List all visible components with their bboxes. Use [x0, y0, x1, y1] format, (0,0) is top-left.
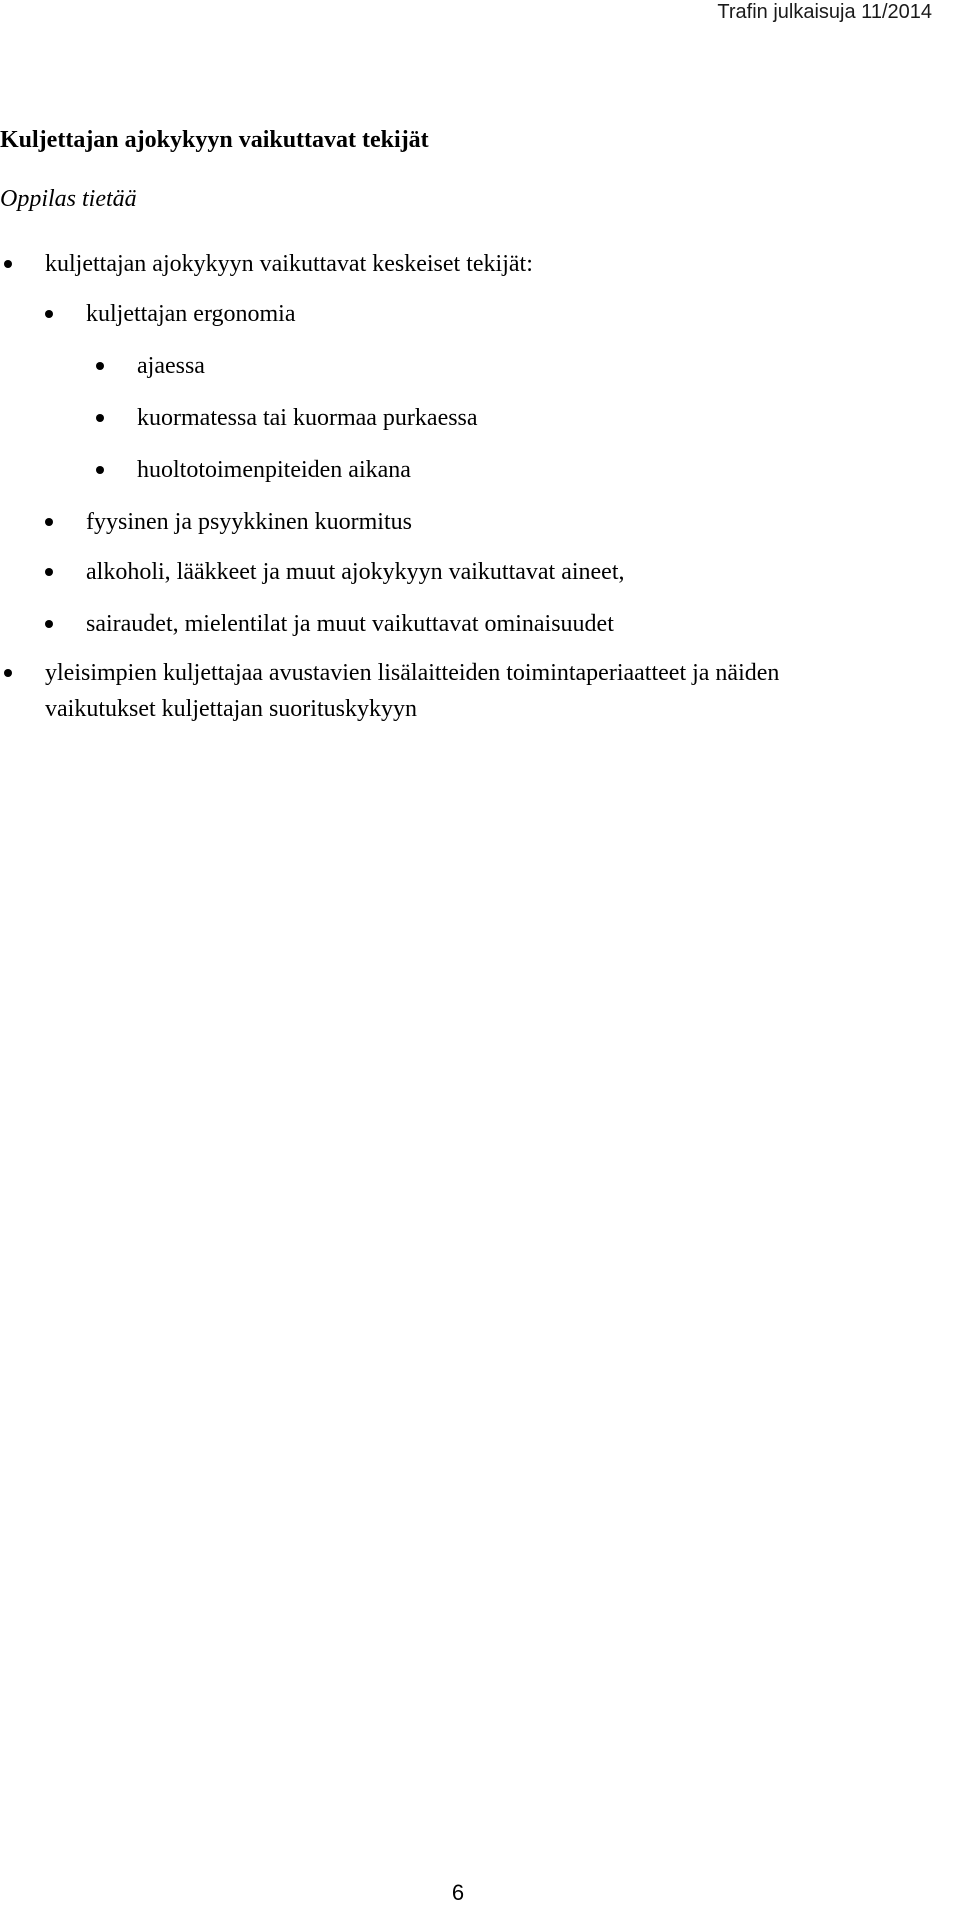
bullet-icon	[4, 260, 12, 268]
list-item-text: ajaessa	[137, 353, 205, 379]
list-item-text: huoltotoimenpiteiden aikana	[137, 457, 411, 483]
bullet-icon	[4, 669, 12, 677]
bullet-icon	[96, 362, 104, 370]
publication-header: Trafin julkaisuja 11/2014	[717, 1, 932, 23]
list-item-text: kuljettajan ergonomia	[86, 301, 296, 327]
bullet-icon	[45, 518, 53, 526]
list-item-text: kuormatessa tai kuormaa purkaessa	[137, 405, 478, 431]
bullet-icon	[96, 466, 104, 474]
list-item-text: yleisimpien kuljettajaa avustavien lisälaitteiden toimintaperiaatteet ja näiden	[45, 660, 780, 686]
bullet-icon	[45, 310, 53, 318]
section-title: Kuljettajan ajokykyyn vaikuttavat tekijät	[0, 127, 429, 153]
list-item-continuation: vaikutukset kuljettajan suorituskykyyn	[45, 696, 417, 722]
list-item-text: alkoholi, lääkkeet ja muut ajokykyyn vaikuttavat aineet,	[86, 559, 625, 585]
bullet-icon	[45, 620, 53, 628]
page-number: 6	[451, 1880, 465, 1905]
bullet-icon	[96, 414, 104, 422]
list-item-text: kuljettajan ajokykyyn vaikuttavat keskeiset tekijät:	[45, 251, 533, 277]
list-item-text: sairaudet, mielentilat ja muut vaikuttavat ominaisuudet	[86, 611, 614, 637]
section-subtitle: Oppilas tietää	[0, 186, 137, 212]
list-item-text: fyysinen ja psyykkinen kuormitus	[86, 509, 412, 535]
bullet-icon	[45, 568, 53, 576]
